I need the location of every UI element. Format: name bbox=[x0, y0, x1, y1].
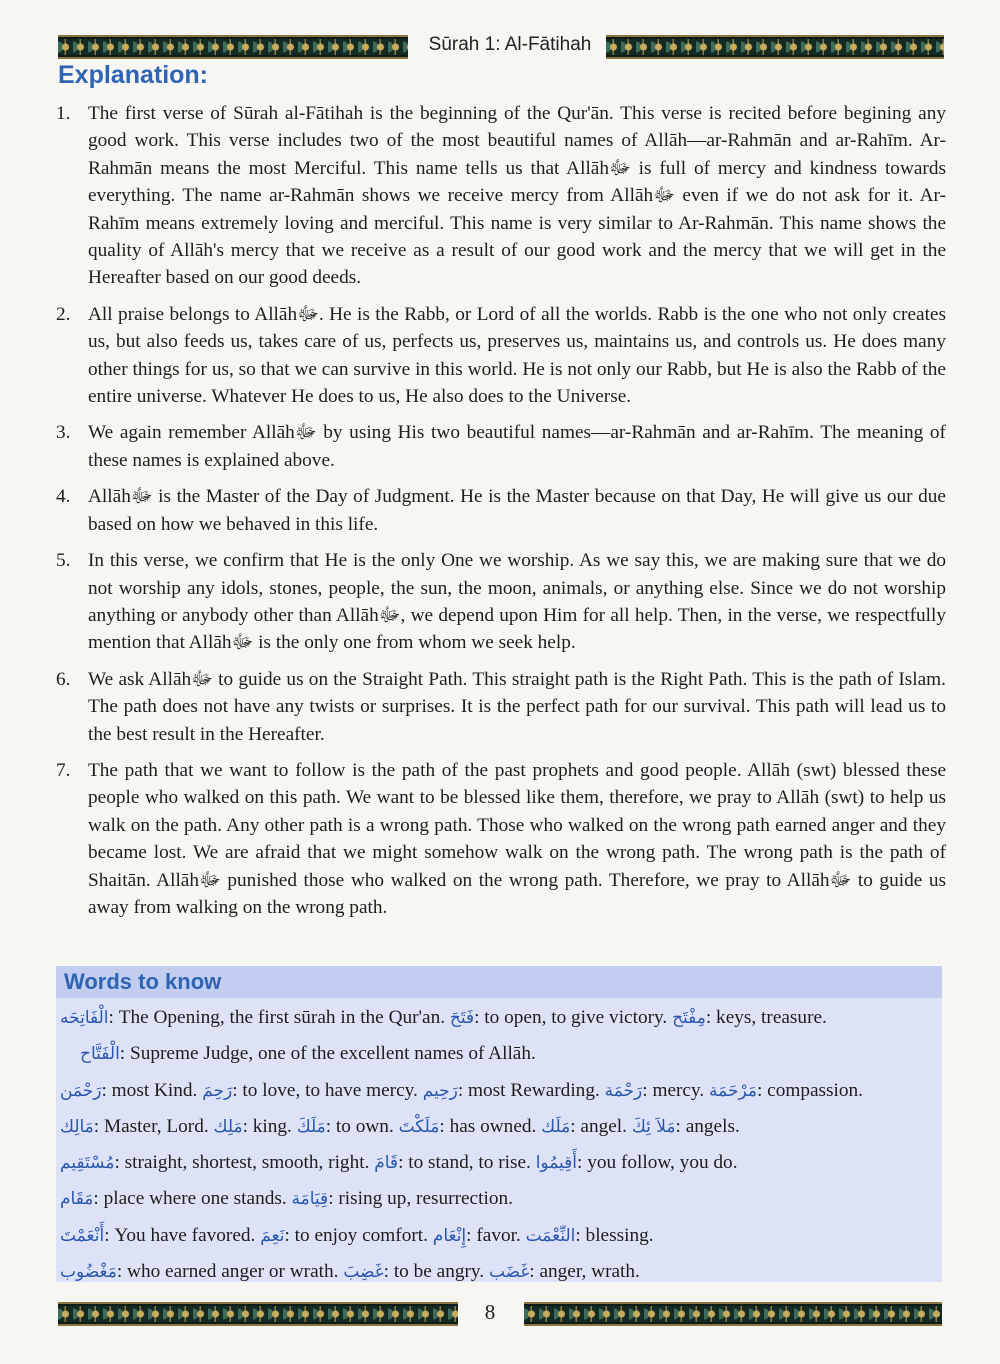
arabic-word: غَضِبَ bbox=[343, 1262, 384, 1283]
definition: : most Kind. bbox=[101, 1079, 203, 1101]
explanation-item bbox=[56, 100, 946, 292]
definition: : angels. bbox=[675, 1115, 740, 1137]
arabic-word: مَلَك bbox=[541, 1116, 571, 1137]
arabic-word: قَامَ bbox=[374, 1153, 399, 1174]
definition: : to stand, to rise. bbox=[398, 1152, 536, 1174]
item-text: We again remember Allāhﷻ by using His two beautiful names—ar-Rahmān and ar-Rahīm. The meaning of these names is explained above. bbox=[88, 422, 946, 471]
vocab-line bbox=[60, 1181, 942, 1217]
item-number: 1. bbox=[56, 103, 71, 124]
vocab-line bbox=[60, 1254, 942, 1290]
item-number: 7. bbox=[56, 759, 71, 781]
definition: : You have favored. bbox=[104, 1224, 261, 1246]
definition: : to enjoy comfort. bbox=[284, 1224, 433, 1246]
definition: : Master, Lord. bbox=[93, 1115, 214, 1137]
item-text: Allāhﷻ is the Master of the Day of Judgment. He is the Master because on that Day, He will give us our due based on how we behaved in this life. bbox=[88, 486, 946, 535]
footer-ornament-right bbox=[524, 1302, 942, 1326]
arabic-word: غَضَب bbox=[488, 1262, 530, 1283]
arabic-word: أَنْعَمْتَ bbox=[60, 1225, 105, 1246]
explanation-item bbox=[56, 757, 946, 921]
definition: : blessing. bbox=[575, 1224, 654, 1246]
arabic-word: نَعِمَ bbox=[260, 1225, 285, 1246]
explanation-item bbox=[56, 483, 946, 538]
item-text: In this verse, we confirm that He is the only One we worship. As we say this, we are making sure that we do not worship any idols, stones, people, the sun, the moon, animals, or anything else. Since we do not worship anything or anybody other than Allāhﷻ, we depend upon Him for all help. Then, in the verse, we respectfully mention that Allāhﷻ is the only one from whom we seek help. bbox=[88, 550, 946, 654]
definition: : has owned. bbox=[439, 1115, 542, 1137]
vocab-line bbox=[60, 1073, 942, 1109]
arabic-word: مَلاَ ئِكَ bbox=[631, 1116, 676, 1137]
item-text: All praise belongs to Allāhﷻ. He is the Rabb, or Lord of all the worlds. Rabb is the one who not only creates us, but also feeds us, takes care of us, perfects us, preserves us, maintains us, and controls us. He does many other things for us, so that we can survive in this world. He is not only our Rabb, but He is also the Rabb of the entire universe. Whatever He does to us, He also does to the Universe. bbox=[88, 303, 946, 408]
item-number: 6. bbox=[56, 668, 71, 690]
words-heading: Words to know bbox=[56, 966, 942, 998]
definition: : favor. bbox=[466, 1224, 526, 1246]
vocab-line bbox=[60, 1145, 942, 1181]
definition: : most Rewarding. bbox=[457, 1079, 605, 1101]
item-text: We ask Allāhﷻ to guide us on the Straight Path. This straight path is the Right Path. This is the path of Islam. The path does not have any twists or surprises. It is the perfect path for our survival. This path will lead us to the best result in the Hereafter. bbox=[88, 668, 946, 745]
arabic-word: فَتَحَ bbox=[449, 1008, 475, 1028]
definition: : to open, to give victory. bbox=[474, 1007, 673, 1028]
explanation-heading: Explanation: bbox=[58, 61, 209, 89]
arabic-word: رَحْمَة bbox=[604, 1080, 643, 1101]
arabic-word: مَالِك bbox=[60, 1116, 94, 1137]
vocab-line bbox=[60, 1218, 942, 1254]
item-text: The path that we want to follow is the path of the past prophets and good people. Allāh (swt) blessed these people who walked on this path. We want to be blessed like them, therefore, we pray to Allāh (swt) to help us walk on the path. Any other path is a wrong path. Those who walked on the wrong path earned anger and they became lost. We are afraid that we might somehow walk on the wrong path. The wrong path is the path of Shaitān. Allāhﷻ punished those who walked on the wrong path. Therefore, we pray to Allāhﷻ to guide us away from walking on the wrong path. bbox=[88, 759, 946, 918]
definition: : The Opening, the first sūrah in the Qur'an. bbox=[108, 1007, 450, 1028]
explanation-item bbox=[56, 547, 946, 657]
header-ornament-right bbox=[606, 35, 944, 59]
definition: : you follow, you do. bbox=[577, 1152, 738, 1174]
vocabulary-list bbox=[56, 998, 942, 1290]
explanation-list bbox=[56, 100, 946, 930]
definition: : to love, to have mercy. bbox=[232, 1079, 423, 1101]
arabic-word: الْفَاتِحَه bbox=[60, 1008, 109, 1028]
arabic-word: رَحْمَن bbox=[60, 1080, 102, 1101]
running-header-title: Sūrah 1: Al-Fātihah bbox=[428, 34, 592, 55]
definition: : angel. bbox=[570, 1115, 632, 1137]
item-number: 2. bbox=[56, 303, 71, 325]
arabic-word: مَلَكْتَ bbox=[398, 1116, 440, 1137]
vocab-line bbox=[60, 1109, 942, 1145]
definition: : who earned anger or wrath. bbox=[116, 1261, 344, 1283]
explanation-item bbox=[56, 301, 946, 411]
definition: : to own. bbox=[325, 1115, 399, 1137]
arabic-word: الْفَتَّاح bbox=[80, 1044, 120, 1065]
definition: : king. bbox=[242, 1115, 297, 1137]
arabic-word: قِيَامَة bbox=[291, 1189, 329, 1210]
arabic-word: مِفْتَح bbox=[672, 1008, 706, 1028]
item-text: The first verse of Sūrah al-Fātihah is the beginning of the Qur'ān. This verse is recited before begining any good work. This verse includes two of the most beautiful names of Allāh—ar-Rahmān and ar-Rahīm. Ar-Rahmān means the most Merciful. This name tells us that Allāhﷻ is full of mercy and kindness towards everything. The name ar-Rahmān shows we receive mercy from Allāhﷻ even if we do not ask for it. Ar-Rahīm means extremely loving and merciful. This name is very similar to Ar-Rahmān. This name shows the quality of Allāh's mercy that we receive as a result of our good work and the mercy that we will get in the Hereafter based on our good deeds. bbox=[88, 103, 946, 289]
explanation-item bbox=[56, 419, 946, 474]
definition: : anger, wrath. bbox=[529, 1261, 640, 1283]
arabic-word: مَرْحَمَة bbox=[709, 1080, 757, 1101]
arabic-word: النِّعْمَت bbox=[525, 1225, 576, 1246]
footer-ornament-left bbox=[58, 1302, 458, 1326]
item-number: 3. bbox=[56, 422, 71, 444]
definition: : compassion. bbox=[756, 1079, 864, 1101]
arabic-word: مَلَكَ bbox=[296, 1116, 326, 1137]
arabic-word: أَقِيمُوا bbox=[535, 1153, 578, 1174]
definition: : mercy. bbox=[642, 1079, 710, 1101]
definition: : to be angry. bbox=[383, 1261, 489, 1283]
definition: : straight, shortest, smooth, right. bbox=[114, 1152, 375, 1174]
arabic-word: رَحِيم bbox=[422, 1080, 458, 1101]
header-ornament-left bbox=[58, 35, 408, 59]
explanation-item bbox=[56, 666, 946, 748]
arabic-word: مَقَام bbox=[60, 1189, 94, 1210]
arabic-word: مَلِك bbox=[213, 1116, 243, 1137]
arabic-word: إِنْعَام bbox=[432, 1225, 467, 1246]
page-number: 8 bbox=[484, 1300, 496, 1324]
definition: : Supreme Judge, one of the excellent names of Allāh. bbox=[119, 1043, 536, 1065]
arabic-word: مَغْضُوب bbox=[60, 1262, 117, 1283]
definition: : place where one stands. bbox=[93, 1188, 292, 1210]
words-to-know-box bbox=[56, 966, 942, 1282]
arabic-word: مُسْتَقِيم bbox=[60, 1153, 115, 1174]
item-number: 5. bbox=[56, 550, 71, 572]
arabic-word: رَحِمَ bbox=[202, 1080, 233, 1101]
definition: : keys, treasure. bbox=[705, 1007, 827, 1028]
vocab-line bbox=[60, 1036, 942, 1072]
definition: : rising up, resurrection. bbox=[328, 1188, 513, 1210]
item-number: 4. bbox=[56, 486, 71, 508]
vocab-line bbox=[60, 1000, 942, 1036]
